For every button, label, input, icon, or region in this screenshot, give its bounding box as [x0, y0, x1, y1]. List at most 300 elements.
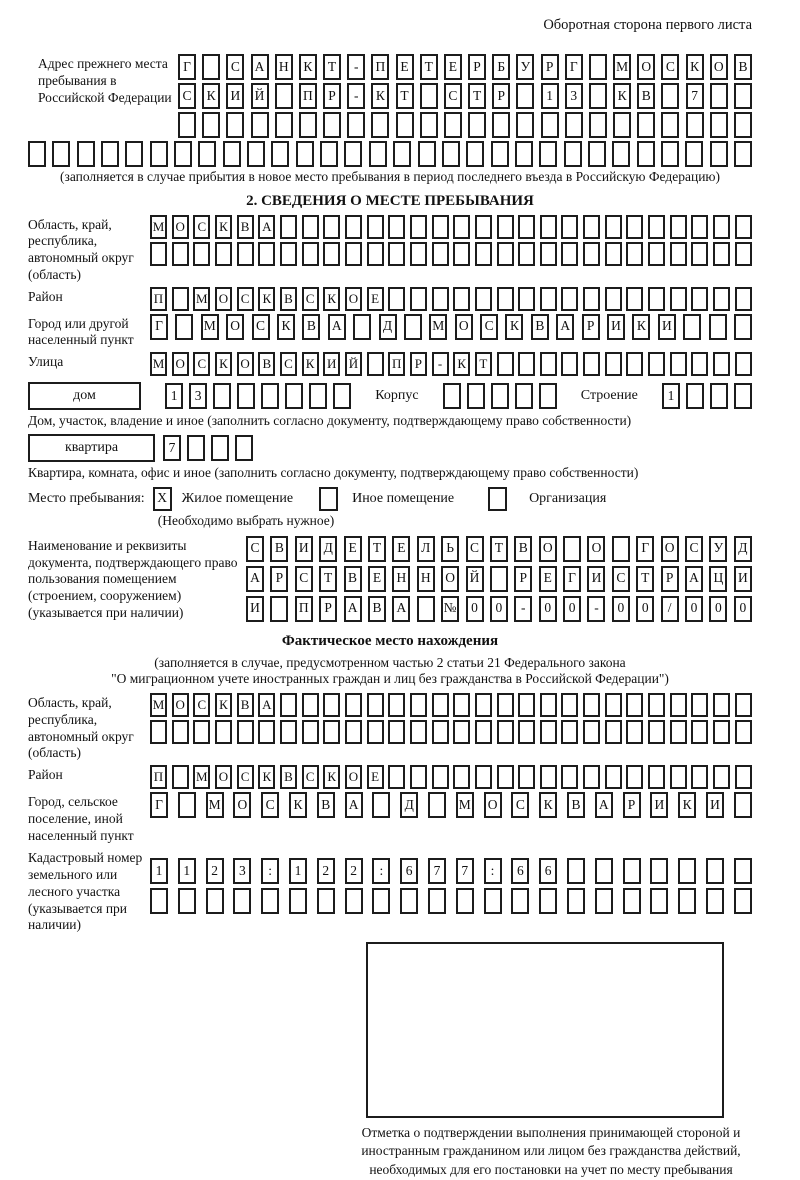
char-box: М [206, 792, 224, 818]
char-box [735, 693, 752, 717]
char-box [561, 765, 578, 789]
option-org-label: Организация [529, 491, 607, 507]
char-box: В [270, 536, 288, 562]
kadastr-row1 [150, 858, 752, 884]
char-box [605, 352, 622, 376]
char-box: А [345, 792, 363, 818]
char-box [410, 242, 427, 266]
char-box [453, 242, 470, 266]
char-box [626, 352, 643, 376]
char-box [226, 112, 244, 138]
char-box [735, 242, 752, 266]
char-box [237, 242, 254, 266]
char-box [491, 383, 509, 409]
char-box: М [150, 352, 167, 376]
mesto-hint: (Необходимо выбрать нужное) [157, 512, 335, 528]
char-box [289, 888, 307, 914]
char-box [333, 383, 351, 409]
fact-oblast-row2 [150, 720, 752, 744]
option-inoe-label: Иное помещение [352, 491, 455, 507]
char-box: Н [392, 566, 410, 592]
char-box: О [172, 352, 189, 376]
char-box [475, 693, 492, 717]
gorod-field [28, 314, 752, 349]
char-box [713, 693, 730, 717]
char-box [670, 215, 687, 239]
char-box [432, 765, 449, 789]
char-box [432, 693, 449, 717]
char-box [706, 858, 724, 884]
char-box [648, 720, 665, 744]
char-box [713, 765, 730, 789]
char-box [588, 141, 606, 167]
section2-title: 2. СВЕДЕНИЯ О МЕСТЕ ПРЕБЫВАНИЯ [246, 193, 534, 209]
char-box [150, 888, 168, 914]
char-box [172, 242, 189, 266]
char-box: К [505, 314, 523, 340]
char-box [223, 141, 241, 167]
option-zhiloe-label: Жилое помещение [181, 491, 294, 507]
char-box: Е [392, 536, 410, 562]
char-box [28, 141, 46, 167]
fact-oblast-field [28, 693, 752, 762]
char-box [735, 215, 752, 239]
dom-row [28, 382, 752, 410]
char-box [583, 693, 600, 717]
char-box: Т [636, 566, 654, 592]
char-box [393, 141, 411, 167]
char-box: П [388, 352, 405, 376]
char-box [583, 242, 600, 266]
char-box [567, 858, 585, 884]
char-box [345, 888, 363, 914]
char-box: Т [490, 536, 508, 562]
char-box [432, 242, 449, 266]
char-box: Д [400, 792, 418, 818]
char-box: Д [319, 536, 337, 562]
char-box: О [484, 792, 502, 818]
char-box [388, 242, 405, 266]
char-box: С [237, 765, 254, 789]
char-box [453, 693, 470, 717]
char-box: К [632, 314, 650, 340]
checkbox-inoe [319, 487, 338, 511]
char-box [388, 720, 405, 744]
char-box [564, 141, 582, 167]
char-box [691, 693, 708, 717]
char-box: Р [270, 566, 288, 592]
char-box [518, 287, 535, 311]
char-box: Г [178, 54, 196, 80]
char-box [323, 693, 340, 717]
char-box [202, 112, 220, 138]
char-box: К [277, 314, 295, 340]
char-box [125, 141, 143, 167]
char-box [410, 693, 427, 717]
char-box: А [251, 54, 269, 80]
char-box [302, 693, 319, 717]
char-box: Т [368, 536, 386, 562]
char-box: С [178, 83, 196, 109]
char-box [515, 383, 533, 409]
char-box: № [441, 596, 459, 622]
char-box: В [368, 596, 386, 622]
char-box [706, 888, 724, 914]
char-box: М [150, 693, 167, 717]
char-box: : [372, 858, 390, 884]
mesto-label: Место пребывания: [28, 491, 145, 507]
char-box: А [595, 792, 613, 818]
char-box [678, 858, 696, 884]
char-box [540, 242, 557, 266]
char-box [670, 287, 687, 311]
char-box: О [237, 352, 254, 376]
char-box: Й [466, 566, 484, 592]
char-box [518, 215, 535, 239]
char-box: О [172, 215, 189, 239]
char-box [518, 242, 535, 266]
char-box: К [686, 54, 704, 80]
fact-oblast-label: Область, край, республика, автономный округ (область) [28, 695, 134, 761]
char-box [561, 352, 578, 376]
char-box [686, 383, 704, 409]
char-box: Е [367, 765, 384, 789]
char-box [734, 141, 752, 167]
kadastr-field [28, 848, 752, 934]
char-box [734, 112, 752, 138]
char-box [583, 215, 600, 239]
char-box [261, 383, 279, 409]
char-box [734, 792, 752, 818]
char-box: М [456, 792, 474, 818]
char-box [713, 287, 730, 311]
char-box [187, 435, 205, 461]
char-box [345, 720, 362, 744]
char-box: Й [251, 83, 269, 109]
char-box [563, 536, 581, 562]
char-box: Т [420, 54, 438, 80]
char-box [713, 215, 730, 239]
char-box [734, 314, 752, 340]
prev-address-field [28, 54, 752, 138]
fact-caption2: "О миграционном учете иностранных граждан и лиц без гражданства в Российской Федерации") [111, 671, 669, 687]
char-box [516, 112, 534, 138]
char-box: Р [661, 566, 679, 592]
char-box [235, 435, 253, 461]
char-box [626, 242, 643, 266]
char-box [670, 693, 687, 717]
char-box [371, 112, 389, 138]
char-box [323, 215, 340, 239]
char-box: Е [539, 566, 557, 592]
char-box [323, 720, 340, 744]
kvartira-caption: Квартира, комната, офис и иное (заполнить согласно документу, подтверждающему право собственности) [28, 465, 639, 481]
char-box: К [678, 792, 696, 818]
char-box: 3 [233, 858, 251, 884]
char-box [388, 215, 405, 239]
char-box [561, 720, 578, 744]
kvartira-box: квартира [28, 434, 155, 462]
char-box: К [371, 83, 389, 109]
char-box [296, 141, 314, 167]
char-box: Т [468, 83, 486, 109]
char-box: О [441, 566, 459, 592]
char-box: О [226, 314, 244, 340]
char-box [678, 888, 696, 914]
char-box: В [302, 314, 320, 340]
char-box: - [514, 596, 532, 622]
char-box: : [484, 858, 502, 884]
fact-rayon-field [28, 765, 752, 789]
char-box [491, 141, 509, 167]
gorod-label: Город или другой населенный пункт [28, 315, 134, 348]
char-box [661, 83, 679, 109]
char-box [650, 888, 668, 914]
doc-row2 [246, 566, 752, 592]
char-box [710, 112, 728, 138]
char-box: П [295, 596, 313, 622]
char-box [410, 765, 427, 789]
char-box [302, 720, 319, 744]
char-box: 2 [345, 858, 363, 884]
char-box [237, 720, 254, 744]
char-box [561, 215, 578, 239]
char-box [150, 720, 167, 744]
char-box: Т [475, 352, 492, 376]
char-box [388, 765, 405, 789]
char-box [353, 314, 371, 340]
char-box [369, 141, 387, 167]
char-box [497, 242, 514, 266]
char-box: М [429, 314, 447, 340]
char-box: 0 [709, 596, 727, 622]
char-box [540, 287, 557, 311]
prev-address-caption: (заполняется в случае прибытия в новое место пребывания в период последнего въезда в Российскую Федерацию) [59, 169, 721, 185]
char-box: И [226, 83, 244, 109]
char-box [670, 765, 687, 789]
char-box: Р [323, 83, 341, 109]
char-box: Е [444, 54, 462, 80]
fact-title: Фактическое место нахождения [281, 632, 499, 649]
char-box: 6 [400, 858, 418, 884]
char-box [589, 54, 607, 80]
char-box: Ь [441, 536, 459, 562]
fact-gorod-row [150, 792, 752, 818]
char-box: 0 [734, 596, 752, 622]
char-box: К [258, 765, 275, 789]
char-box [275, 112, 293, 138]
char-box: С [252, 314, 270, 340]
char-box [648, 352, 665, 376]
char-box [302, 215, 319, 239]
char-box: Р [492, 83, 510, 109]
char-box [428, 792, 446, 818]
char-box [589, 83, 607, 109]
char-box [215, 242, 232, 266]
char-box: С [612, 566, 630, 592]
char-box [193, 720, 210, 744]
rayon-label: Район [28, 288, 63, 304]
char-box [193, 242, 210, 266]
char-box [734, 858, 752, 884]
char-box: 7 [428, 858, 446, 884]
char-box [280, 215, 297, 239]
fact-gorod-label: Город, сельское поселение, иной населенный пункт [28, 794, 134, 843]
char-box [52, 141, 70, 167]
char-box: С [193, 215, 210, 239]
char-box: Г [565, 54, 583, 80]
char-box: Р [623, 792, 641, 818]
char-box: 1 [165, 383, 183, 409]
char-box [539, 888, 557, 914]
char-box: Г [636, 536, 654, 562]
char-box: Г [150, 314, 168, 340]
char-box [713, 352, 730, 376]
char-box [453, 215, 470, 239]
char-box [497, 215, 514, 239]
char-box [233, 888, 251, 914]
char-box: 1 [662, 383, 680, 409]
char-box: И [246, 596, 264, 622]
char-box: С [302, 765, 319, 789]
char-box [648, 765, 665, 789]
char-box: С [661, 54, 679, 80]
char-box: А [685, 566, 703, 592]
char-box [710, 141, 728, 167]
char-box: А [392, 596, 410, 622]
char-box [237, 383, 255, 409]
char-box [670, 720, 687, 744]
char-box: Т [323, 54, 341, 80]
char-box [77, 141, 95, 167]
char-box [317, 888, 335, 914]
stroenie-label: Строение [580, 388, 638, 404]
char-box: 2 [206, 858, 224, 884]
dom-cells [165, 383, 351, 409]
char-box [561, 287, 578, 311]
char-box [410, 720, 427, 744]
char-box: С [480, 314, 498, 340]
char-box [453, 765, 470, 789]
char-box: К [302, 352, 319, 376]
char-box [323, 112, 341, 138]
fact-rayon-row [150, 765, 752, 789]
char-box [612, 536, 630, 562]
char-box [490, 566, 508, 592]
char-box [400, 888, 418, 914]
char-box [444, 112, 462, 138]
char-box [709, 314, 727, 340]
char-box [648, 693, 665, 717]
char-box [497, 287, 514, 311]
char-box: С [511, 792, 529, 818]
char-box: 0 [466, 596, 484, 622]
char-box: 2 [317, 858, 335, 884]
char-box: О [345, 765, 362, 789]
char-box: С [302, 287, 319, 311]
char-box [561, 693, 578, 717]
char-box: 0 [612, 596, 630, 622]
char-box: С [295, 566, 313, 592]
char-box: В [280, 287, 297, 311]
char-box: В [637, 83, 655, 109]
char-box [347, 112, 365, 138]
char-box [247, 141, 265, 167]
char-box: О [455, 314, 473, 340]
char-box [309, 383, 327, 409]
char-box [661, 112, 679, 138]
char-box: Р [410, 352, 427, 376]
char-box [178, 112, 196, 138]
char-box: О [215, 765, 232, 789]
char-box [518, 693, 535, 717]
char-box [691, 242, 708, 266]
char-box [302, 242, 319, 266]
char-box [468, 112, 486, 138]
char-box: С [193, 352, 210, 376]
char-box [539, 141, 557, 167]
char-box [497, 720, 514, 744]
char-box: : [261, 858, 279, 884]
dom-caption: Дом, участок, владение и иное (заполнить согласно документу, подтверждающему право собственности) [28, 413, 632, 429]
char-box [453, 720, 470, 744]
char-box [541, 112, 559, 138]
char-box [516, 83, 534, 109]
fact-gorod-field [28, 792, 752, 844]
char-box [101, 141, 119, 167]
char-box [420, 83, 438, 109]
char-box [735, 352, 752, 376]
char-box [404, 314, 422, 340]
char-box: С [261, 792, 279, 818]
char-box [285, 383, 303, 409]
char-box: 0 [539, 596, 557, 622]
char-box [475, 287, 492, 311]
char-box [626, 215, 643, 239]
char-box [367, 215, 384, 239]
char-box [626, 287, 643, 311]
char-box [589, 112, 607, 138]
prev-address-label: Адрес прежнего места пребывания в Российской Федерации [38, 56, 172, 105]
ulitsa-field [28, 352, 752, 376]
char-box [388, 287, 405, 311]
char-box: О [345, 287, 362, 311]
gorod-row [150, 314, 752, 340]
char-box: 0 [685, 596, 703, 622]
char-box [178, 792, 196, 818]
char-box [172, 720, 189, 744]
char-box: М [613, 54, 631, 80]
char-box [271, 141, 289, 167]
ulitsa-label: Улица [28, 354, 64, 370]
char-box [648, 215, 665, 239]
char-box [345, 242, 362, 266]
char-box [497, 765, 514, 789]
char-box: Л [417, 536, 435, 562]
char-box: И [295, 536, 313, 562]
char-box [428, 888, 446, 914]
char-box: 1 [150, 858, 168, 884]
char-box [540, 765, 557, 789]
char-box: А [328, 314, 346, 340]
char-box: К [539, 792, 557, 818]
char-box: Е [368, 566, 386, 592]
char-box [280, 693, 297, 717]
prev-address-row2 [178, 83, 752, 109]
char-box [691, 215, 708, 239]
char-box [626, 720, 643, 744]
char-box: К [289, 792, 307, 818]
